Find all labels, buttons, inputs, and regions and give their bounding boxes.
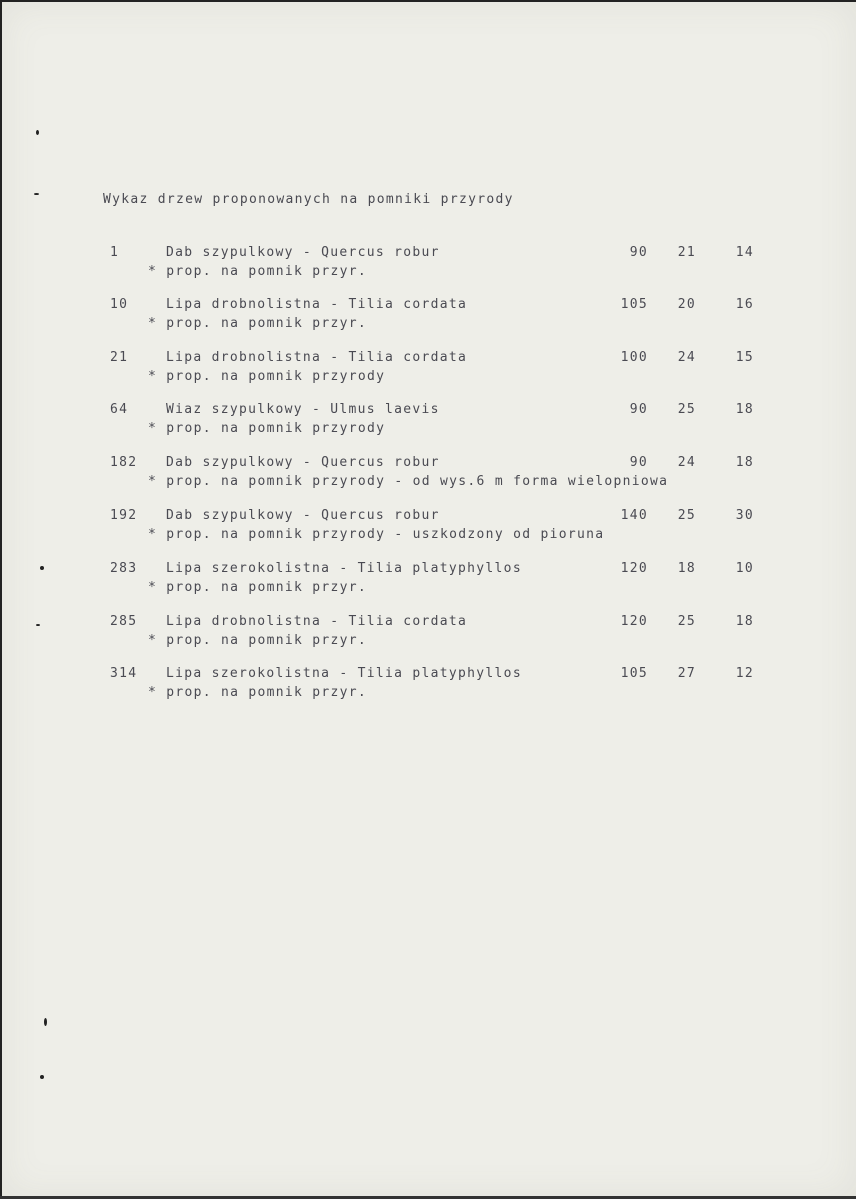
list-item (0, 614, 856, 658)
entry-note: * prop. na pomnik przyrody - uszkodzony od pioruna (148, 527, 605, 542)
entry-number: 283 (110, 561, 138, 576)
tree-species: Dab szypulkowy - Quercus robur (166, 508, 440, 523)
entry-note: * prop. na pomnik przyr. (148, 580, 368, 595)
value-2: 20 (677, 297, 696, 312)
value-3: 14 (735, 245, 754, 260)
tree-species: Lipa drobnolistna - Tilia cordata (166, 614, 468, 629)
value-1: 120 (620, 561, 648, 576)
value-3: 12 (735, 666, 754, 681)
value-1: 105 (620, 297, 648, 312)
entry-number: 10 (110, 297, 129, 312)
entry-number: 64 (110, 402, 129, 417)
entry-note: * prop. na pomnik przyrody - od wys.6 m forma wielopniowa (148, 474, 669, 489)
entry-number: 192 (110, 508, 138, 523)
entry-number: 21 (110, 350, 129, 365)
entry-note: * prop. na pomnik przyr. (148, 633, 368, 648)
value-2: 21 (677, 245, 696, 260)
value-3: 18 (735, 402, 754, 417)
list-item (0, 508, 856, 552)
value-1: 140 (620, 508, 648, 523)
value-2: 27 (677, 666, 696, 681)
entry-number: 285 (110, 614, 138, 629)
value-3: 18 (735, 455, 754, 470)
value-2: 24 (677, 350, 696, 365)
entry-note: * prop. na pomnik przyr. (148, 264, 368, 279)
tree-species: Dab szypulkowy - Quercus robur (166, 245, 440, 260)
value-3: 15 (735, 350, 754, 365)
list-item (0, 455, 856, 499)
value-3: 16 (735, 297, 754, 312)
value-2: 24 (677, 455, 696, 470)
tree-species: Lipa drobnolistna - Tilia cordata (166, 350, 468, 365)
tree-species: Lipa drobnolistna - Tilia cordata (166, 297, 468, 312)
tree-species: Wiaz szypulkowy - Ulmus laevis (166, 402, 440, 417)
tree-species: Lipa szerokolistna - Tilia platyphyllos (166, 561, 522, 576)
value-1: 100 (620, 350, 648, 365)
value-2: 25 (677, 614, 696, 629)
value-1: 105 (620, 666, 648, 681)
list-item (0, 561, 856, 605)
value-3: 30 (735, 508, 754, 523)
entry-note: * prop. na pomnik przyrody (148, 421, 386, 436)
tree-species: Lipa szerokolistna - Tilia platyphyllos (166, 666, 522, 681)
value-1: 90 (629, 245, 648, 260)
list-item (0, 666, 856, 710)
list-item (0, 350, 856, 394)
value-2: 25 (677, 402, 696, 417)
value-3: 18 (735, 614, 754, 629)
value-1: 120 (620, 614, 648, 629)
entry-note: * prop. na pomnik przyr. (148, 316, 368, 331)
list-item (0, 297, 856, 341)
value-2: 25 (677, 508, 696, 523)
document-title: Wykaz drzew proponowanych na pomniki przyrody (103, 192, 514, 207)
entry-note: * prop. na pomnik przyrody (148, 369, 386, 384)
entry-number: 182 (110, 455, 138, 470)
value-1: 90 (629, 455, 648, 470)
value-2: 18 (677, 561, 696, 576)
value-1: 90 (629, 402, 648, 417)
list-item (0, 402, 856, 446)
entry-number: 1 (110, 245, 120, 260)
value-3: 10 (735, 561, 754, 576)
tree-species: Dab szypulkowy - Quercus robur (166, 455, 440, 470)
entry-note: * prop. na pomnik przyr. (148, 685, 368, 700)
entry-number: 314 (110, 666, 138, 681)
list-item (0, 245, 856, 289)
